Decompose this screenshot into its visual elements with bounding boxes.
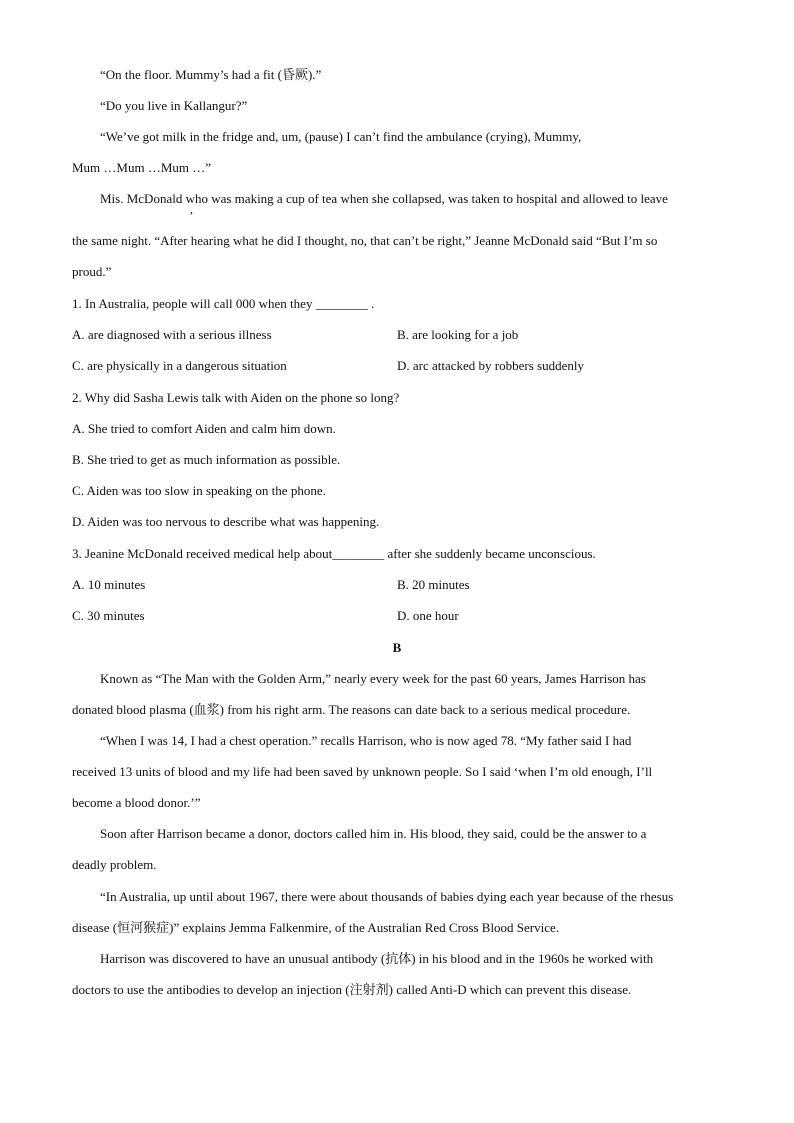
passage-b-line-7: deadly problem.: [72, 857, 157, 872]
passage-b-heading: B: [392, 640, 402, 655]
passage-b-line-11: doctors to use the antibodies to develop an injection (注射剂) called Anti-D which can prevent this disease.: [72, 982, 632, 997]
question-1-option-c: C. are physically in a dangerous situation: [72, 358, 287, 373]
question-2-option-c: C. Aiden was too slow in speaking on the phone.: [72, 483, 326, 498]
passage-b-line-6: Soon after Harrison became a donor, doctors called him in. His blood, they said, could be the answer to a: [100, 826, 647, 841]
question-3-option-c: C. 30 minutes: [72, 608, 145, 623]
passage-b-line-4: received 13 units of blood and my life had been saved by unknown people. So I said ‘when I’m old enough, I’ll: [72, 764, 653, 779]
paragraph-line-1: Mis. McDonald who was making a cup of tea when she collapsed, was taken to hospital and allowed to leave: [100, 191, 668, 206]
passage-b-line-8: “In Australia, up until about 1967, there were about thousands of babies dying each year because of the rhesus: [100, 889, 674, 904]
question-2-stem: 2. Why did Sasha Lewis talk with Aiden on the phone so long?: [72, 390, 400, 405]
question-3-option-b: B. 20 minutes: [397, 577, 470, 592]
question-2-option-a: A. She tried to comfort Aiden and calm him down.: [72, 421, 336, 436]
passage-b-line-2: donated blood plasma (血浆) from his right arm. The reasons can date back to a serious medical procedure.: [72, 702, 631, 717]
passage-b-line-1: Known as “The Man with the Golden Arm,” nearly every week for the past 60 years, James Harrison has: [100, 671, 646, 686]
question-1-option-a: A. are diagnosed with a serious illness: [72, 327, 272, 342]
question-1-stem: 1. In Australia, people will call 000 when they ________ .: [72, 296, 375, 311]
dialogue-line-2: “Do you live in Kallangur?”: [100, 98, 248, 113]
paragraph-line-2: the same night. “After hearing what he did I thought, no, that can’t be right,” Jeanne McDonald said “But I’m so: [72, 233, 658, 248]
question-2-option-d: D. Aiden was too nervous to describe what was happening.: [72, 514, 380, 529]
passage-b-line-3: “When I was 14, I had a chest operation.” recalls Harrison, who is now aged 78. “My father said I had: [100, 733, 632, 748]
question-1-option-b: B. are looking for a job: [397, 327, 519, 342]
paragraph-line-3: proud.”: [72, 264, 112, 279]
question-3-option-d: D. one hour: [397, 608, 459, 623]
question-2-option-b: B. She tried to get as much information as possible.: [72, 452, 341, 467]
passage-b-line-9: disease (恒河猴症)” explains Jemma Falkenmire, of the Australian Red Cross Blood Service.: [72, 920, 560, 935]
dialogue-line-3: “We’ve got milk in the fridge and, um, (pause) I can’t find the ambulance (crying), Mummy,: [100, 129, 582, 144]
question-1-option-d: D. arc attacked by robbers suddenly: [397, 358, 584, 373]
question-3-stem: 3. Jeanine McDonald received medical help about________ after she suddenly became unconscious.: [72, 546, 596, 561]
question-3-option-a: A. 10 minutes: [72, 577, 146, 592]
dialogue-line-1: “On the floor. Mummy’s had a fit (昏厥).”: [100, 67, 322, 82]
passage-b-line-5: become a blood donor.’”: [72, 795, 201, 810]
dialogue-line-4: Mum …Mum …Mum …”: [72, 160, 212, 175]
passage-b-line-10: Harrison was discovered to have an unusual antibody (抗体) in his blood and in the 1960s he worked with: [100, 951, 654, 966]
stray-comma-mark: ,: [190, 202, 193, 216]
